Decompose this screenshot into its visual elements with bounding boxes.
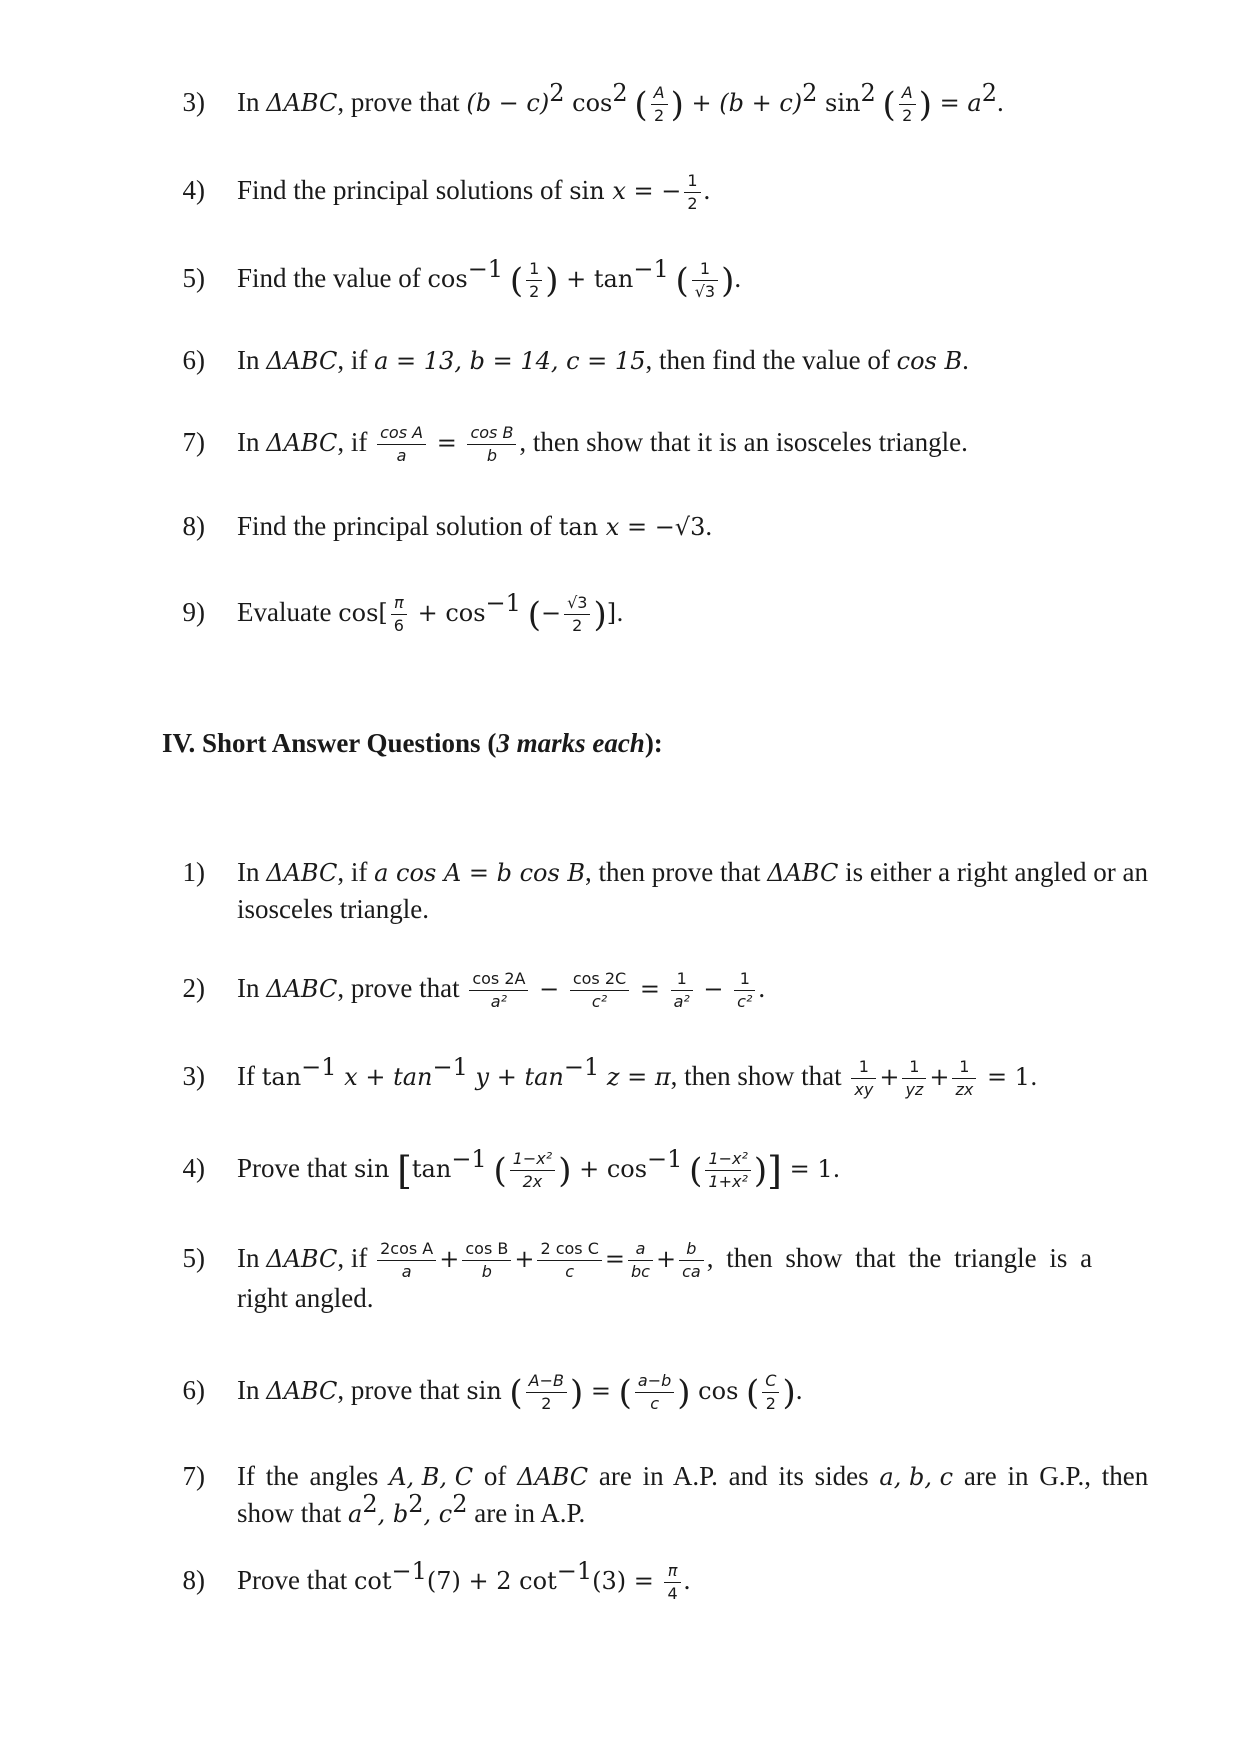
section-iv-heading: IV. Short Answer Questions (3 marks each):: [162, 728, 663, 758]
exam-page: 3) In ΔABC, prove that $(b - c)^2$ $\cos^2$ ( $\frac{A}{2}$ ) + $(b + c)^2$ $\sin^2$ ( $\frac{A}{2}$ ) = $a^2$. 4) Find the principal solutions of sin x = − $\frac{1}{2}$ . 5) Find the value of $\cos^{-1}$ ( $\frac{1}{2}$ ) + $\tan^{-1}$ ( $\frac{1}{√3}$ ). 6) In ΔABC, if a = 13, b = 14, c = 15, then find the value of cos B. 7) In ΔABC, if $\frac{\text{cos A}}{a}$ = $\frac{\text{cos B}}{b}$ , then show that it is an isosceles triangle. 8) Find the principal solution of tan x = −√3. 9) Evaluate cos[ $\frac{\pi}{6}$ + $\cos^{-1}$ (− $\frac{√3}{2}$ )]. IV. Short Answer Questions (3 marks each): 1) In ΔABC, if a cos A = b cos B, then prove that ΔABC is either a right angled or an isosceles triangle. 2) In ΔABC, prove that $\frac{\cos 2A}{\text{a²}}$ − $\frac{\cos 2C}{\text{c²}}$ = $\frac{1}{\text{a²}}$ − $\frac{1}{\text{c²}}$ . 3) If $\tan^{-1} x + \tan^{-1} y + \tan^{-1} z = \pi$, then show that $\frac{1}{xy}$ + $\frac{1}{yz}$ + $\frac{1}{zx}$ = 1. 4) Prove that $\sin [\tan^{-1}$ ( $\frac{\text{1−x²}}{2x}$ ) + $\cos^{-1}$ ( $\frac{\text{1−x²}}{\text{1+x²}}$ )] = 1. 5) In ΔABC, if $\frac{\text{2cos A}}{a}$ + $\frac{\text{cos B}}{b}$ + $\frac{\text{2 cos C}}{c}$ = $\frac{a}{bc}$ + $\frac{b}{ca}$ , then show that the triangle is a right angled. 6) In ΔABC, prove that sin ( $\frac{A-B}{2}$ ) = ( $\frac{a-b}{c}$ ) cos ( $\frac{C}{2}$ ). 7) If the angles A, B, C of ΔABC are in A.P. and its sides a, b, c are in G.P., then show that $a^2$, $b^2$, $c^2$ are in A.P. 8) Prove that $\cot^{-1}(7) + 2$ $\cot^{-1}(3)$ = $\frac{\pi}{4}$ .: [162, 79, 1149, 1604]
